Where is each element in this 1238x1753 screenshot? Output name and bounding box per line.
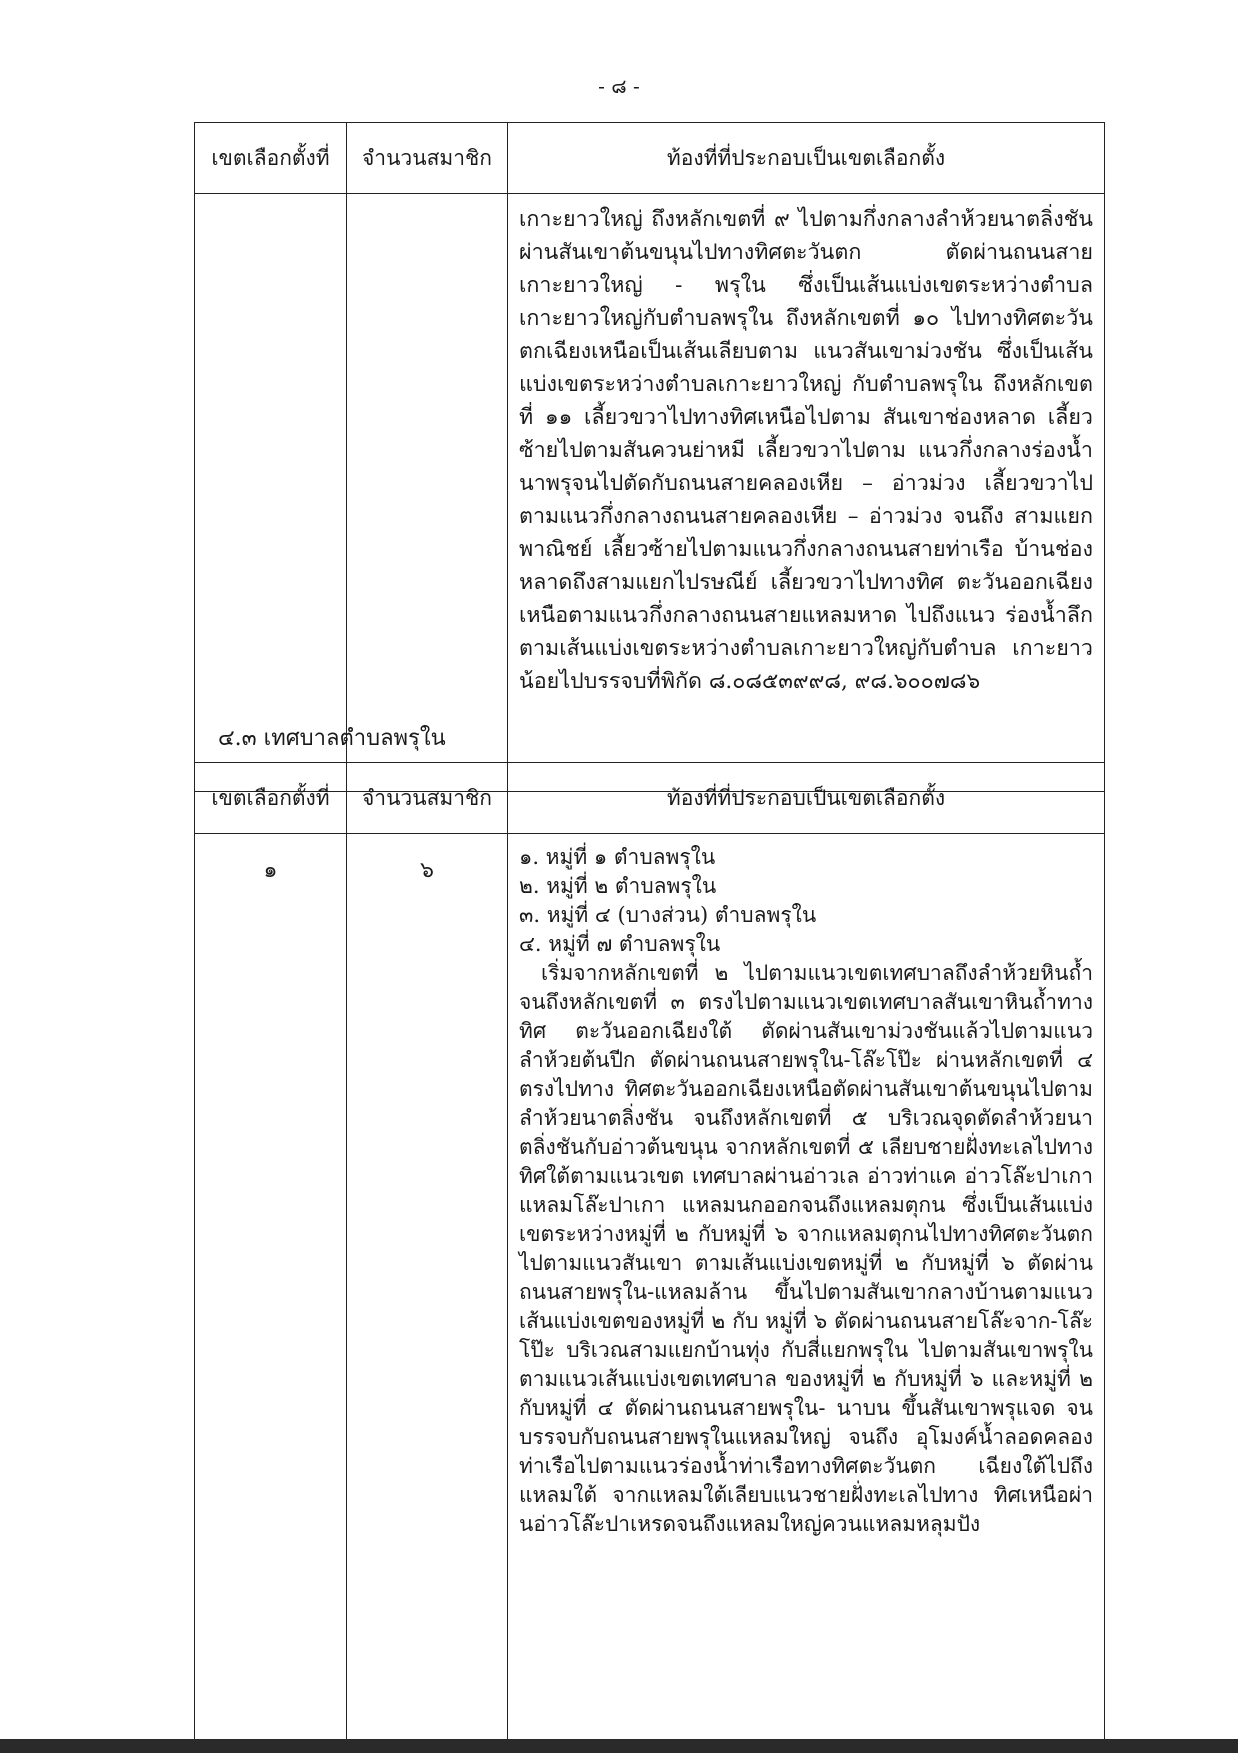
header-district: เขตเลือกตั้งที่ (195, 123, 347, 194)
district-table-pru-nai (194, 762, 1105, 1747)
member-count-cell (347, 194, 508, 792)
list-item: ๒. หมู่ที่ ๒ ตำบลพรุใน (519, 874, 717, 898)
subsection-title: ๔.๓ เทศบาลตำบลพรุใน (218, 726, 446, 751)
area-description: เกาะยาวใหญ่ ถึงหลักเขตที่ ๙ ไปตามกึ่งกลางลำห้วยนาตลิ่งชัน ผ่านสันเขาต้นขนุนไปทางทิศตะวันตก ตัดผ่านถนนสายเกาะยาวใหญ่ - พรุใน ซึ่งเป็นเส้นแบ่งเขตระหว่างตำบลเกาะยาวใหญ่กับตำบลพรุใน ถึงหลักเขตที่ ๑๐ ไปทางทิศตะวันตกเฉียงเหนือเป็นเส้นเลียบตาม แนวสันเขาม่วงชัน ซึ่งเป็นเส้นแบ่งเขตระหว่างตำบลเกาะยาวใหญ่ กับตำบลพรุใน ถึงหลักเขตที่ ๑๑ เลี้ยวขวาไปทางทิศเหนือไปตาม สันเขาช่องหลาด เลี้ยวซ้ายไปตามสันควนย่าหมี เลี้ยวขวาไปตาม แนวกึ่งกลางร่องน้ำนาพรุจนไปตัดกับถนนสายคลองเหีย – อ่าวม่วง เลี้ยวขวาไปตามแนวกึ่งกลางถนนสายคลองเหีย – อ่าวม่วง จนถึง สามแยกพาณิชย์ เลี้ยวซ้ายไปตามแนวกึ่งกลางถนนสายท่าเรือ บ้านช่องหลาดถึงสามแยกไปรษณีย์ เลี้ยวขวาไปทางทิศ ตะวันออกเฉียงเหนือตามแนวกึ่งกลางถนนสายแหลมหาด ไปถึงแนว ร่องน้ำลึกตามเส้นแบ่งเขตระหว่างตำบลเกาะยาวใหญ่กับตำบล เกาะยาวน้อยไปบรรจบที่พิกัด ๘.๐๘๕๓๙๙๘, ๙๘.๖๐๐๗๘๖ (519, 207, 1093, 694)
header-district: เขตเลือกตั้งที่ (195, 763, 347, 834)
header-area: ท้องที่ที่ประกอบเป็นเขตเลือกตั้ง (508, 123, 1105, 194)
list-item: ๑. หมู่ที่ ๑ ตำบลพรุใน (519, 845, 716, 869)
list-item: ๓. หมู่ที่ ๔ (บางส่วน) ตำบลพรุใน (519, 903, 817, 927)
area-description (509, 835, 1103, 1539)
header-area: ท้องที่ที่ประกอบเป็นเขตเลือกตั้ง (508, 763, 1105, 834)
member-count-cell: ๖ (347, 834, 508, 1747)
page-number: - ๘ - (598, 74, 640, 98)
area-cell (508, 834, 1105, 1747)
area-cell (508, 194, 1105, 792)
district-number-cell (195, 194, 347, 792)
list-item: ๔. หมู่ที่ ๗ ตำบลพรุใน (519, 932, 721, 956)
scan-edge-bar (0, 1739, 1238, 1753)
district-table-continued (194, 122, 1105, 792)
table-row (195, 194, 1105, 792)
header-members: จำนวนสมาชิก (347, 763, 508, 834)
table-row (195, 834, 1105, 1747)
boundary-paragraph: เริ่มจากหลักเขตที่ ๒ ไปตามแนวเขตเทศบาลถึงลำห้วยหินถ้ำ จนถึงหลักเขตที่ ๓ ตรงไปตามแนวเขตเทศบาลสันเขาหินถ้ำทางทิศ ตะวันออกเฉียงใต้ ตัดผ่านสันเขาม่วงชันแล้วไปตามแนวลำห้วยต้นปีก ตัดผ่านถนนสายพรุใน-โล๊ะโป๊ะ ผ่านหลักเขตที่ ๔ ตรงไปทาง ทิศตะวันออกเฉียงเหนือตัดผ่านสันเขาต้นขนุนไปตามลำห้วยนาตลิ่งชัน จนถึงหลักเขตที่ ๕ บริเวณจุดตัดลำห้วยนาตลิ่งชันกับอ่าวต้นขนุน จากหลักเขตที่ ๕ เลียบชายฝั่งทะเลไปทางทิศใต้ตามแนวเขต เทศบาลผ่านอ่าวเล อ่าวท่าแค อ่าวโล๊ะปาเกา แหลมโล๊ะปาเกา แหลมนกออกจนถึงแหลมตุกน ซึ่งเป็นเส้นแบ่งเขตระหว่างหมู่ที่ ๒ กับหมู่ที่ ๖ จากแหลมตุกนไปทางทิศตะวันตกไปตามแนวสันเขา ตามเส้นแบ่งเขตหมู่ที่ ๒ กับหมู่ที่ ๖ ตัดผ่านถนนสายพรุใน-แหลมล้าน ขึ้นไปตามสันเขากลางบ้านตามแนวเส้นแบ่งเขตของหมู่ที่ ๒ กับ หมู่ที่ ๖ ตัดผ่านถนนสายโล๊ะจาก-โล๊ะโป๊ะ บริเวณสามแยกบ้านทุ่ง กับสี่แยกพรุใน ไปตามสันเขาพรุในตามแนวเส้นแบ่งเขตเทศบาล ของหมู่ที่ ๒ กับหมู่ที่ ๖ และหมู่ที่ ๒ กับหมู่ที่ ๔ ตัดผ่านถนนสายพรุใน- นาบน ขึ้นสันเขาพรุแจด จนบรรจบกับถนนสายพรุในแหลมใหญ่ จนถึง อุโมงค์น้ำลอดคลองท่าเรือไปตามแนวร่องน้ำท่าเรือทางทิศตะวันตก เฉียงใต้ไปถึงแหลมใต้ จากแหลมใต้เลียบแนวชายฝั่งทะเลไปทาง ทิศเหนือผ่านอ่าวโล๊ะปาเหรดจนถึงแหลมใหญ่ควนแหลมหลุมปัง (519, 961, 1093, 1536)
district-number-cell: ๑ (195, 834, 347, 1747)
header-members: จำนวนสมาชิก (347, 123, 508, 194)
